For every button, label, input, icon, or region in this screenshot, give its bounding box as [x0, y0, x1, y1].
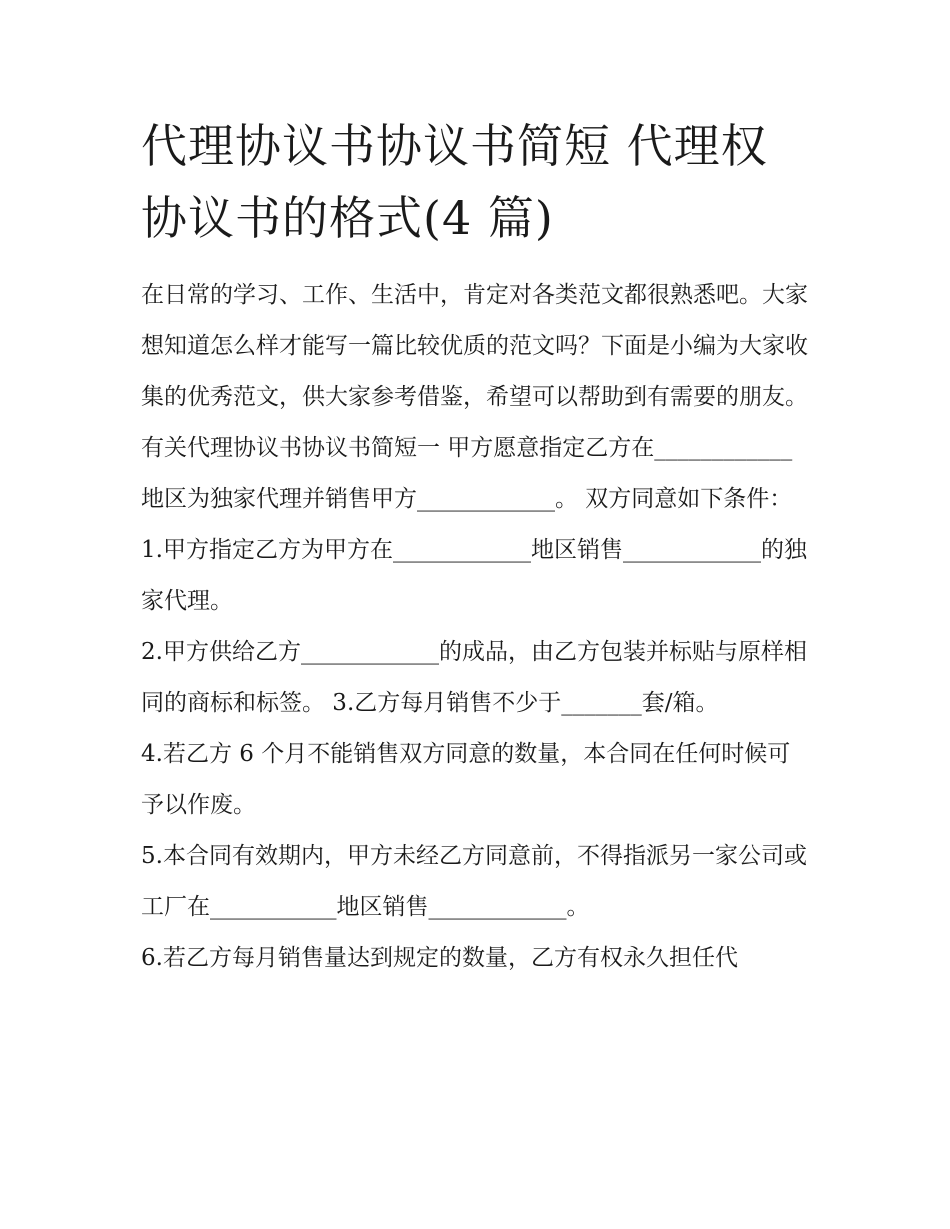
- paragraph-4: 4.若乙方 6 个月不能销售双方同意的数量，本合同在任何时候可予以作废。: [141, 741, 791, 818]
- paragraph-5: 5.本合同有效期内，甲方未经乙方同意前，不得指派另一家公司或工厂在___________地区销售____________。: [141, 843, 807, 920]
- paragraph-6: 6.若乙方每月销售量达到规定的数量，乙方有权永久担任代: [141, 945, 738, 971]
- paragraph-1: 有关代理协议书协议书简短一 甲方愿意指定乙方在____________地区为独家代理并销售甲方____________。 双方同意如下条件：: [141, 435, 793, 512]
- paragraph-2: 1.甲方指定乙方为甲方在____________地区销售____________的独家代理。: [141, 537, 807, 614]
- document-page: [141, 110, 811, 984]
- intro-paragraph: 在日常的学习、工作、生活中，肯定对各类范文都很熟悉吧。大家想知道怎么样才能写一篇比较优质的范文吗？下面是小编为大家收集的优秀范文，供大家参考借鉴，希望可以帮助到有需要的朋友。: [141, 282, 808, 410]
- paragraph-3: 2.甲方供给乙方____________的成品，由乙方包装并标贴与原样相同的商标和标签。 3.乙方每月销售不少于_______套/箱。: [141, 639, 807, 716]
- document-title: 代理协议书协议书简短 代理权协议书的格式(4 篇): [141, 119, 768, 245]
